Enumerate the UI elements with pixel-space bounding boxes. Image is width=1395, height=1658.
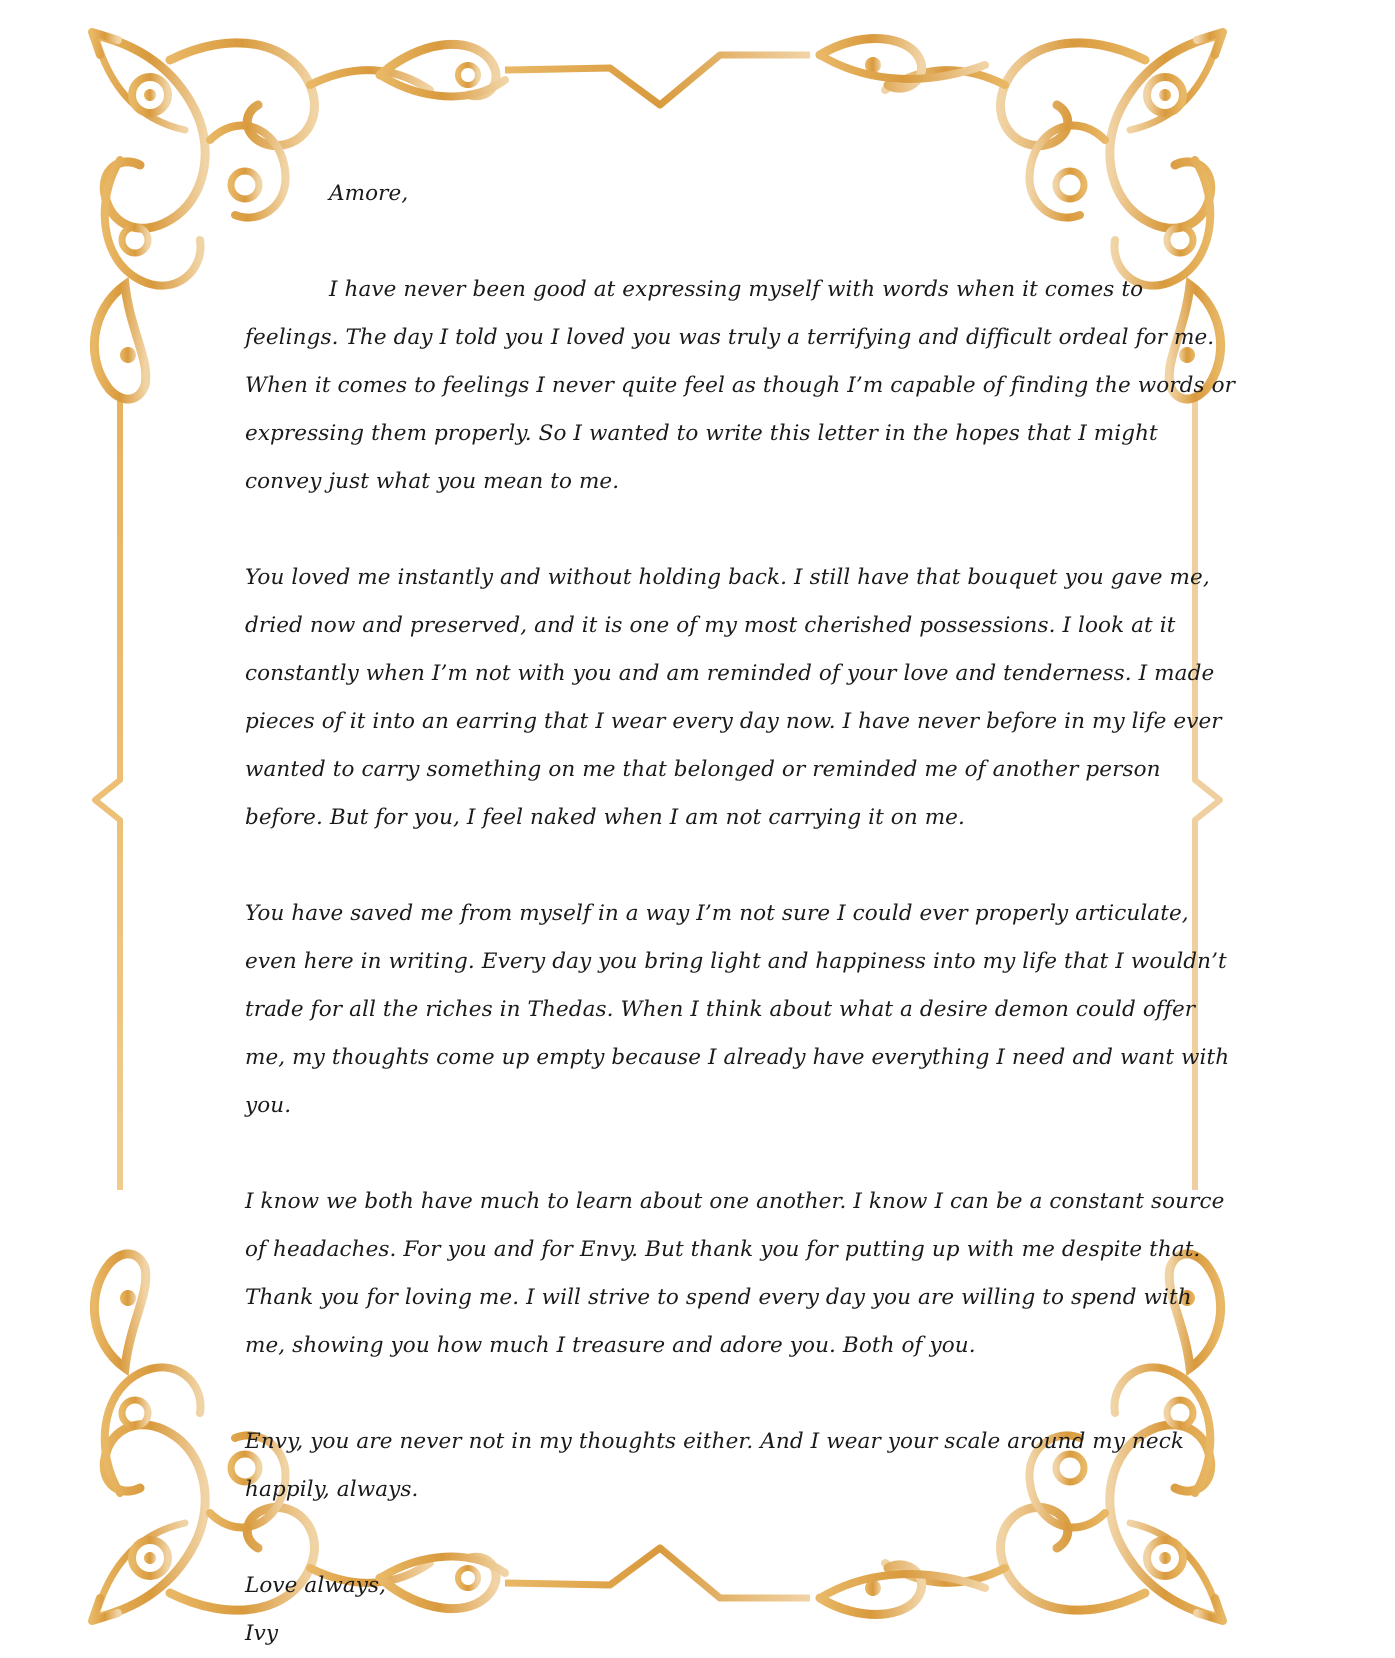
letter-paragraph-2: You loved me instantly and without holding back. I still have that bouquet you gave me, dried now and preserved, and it is one of my most cherished possessions. I look at it constantly when I’m not with you and am reminded of your love and tenderness. I made pieces of it into an earring that I wear every day now. I have never before in my life ever wanted to carry something on me that belonged or reminded me of another person before. But for you, I feel naked when I am not carrying it on me. [245,565,1222,830]
letter-body [245,170,1235,1658]
letter-closing: Love always, [245,1573,387,1598]
letter-paragraph-4: I know we both have much to learn about one another. I know I can be a constant source of headaches. For you and for Envy. But thank you for putting up with me despite that. Thank you for loving me. I will strive to spend every day you are willing to spend with me, showing you how much I treasure and adore you. Both of you. [245,1189,1225,1358]
letter-signature: Ivy [245,1621,279,1646]
letter-paragraph-1: I have never been good at expressing myself with words when it comes to feelings. The day I told you I loved you was truly a terrifying and difficult ordeal for me. When it comes to feelings I never quite feel as though I’m capable of finding the words or expressing them properly. So I wanted to write this letter in the hopes that I might convey just what you mean to me. [245,277,1236,494]
letter-paragraph-3: You have saved me from myself in a way I’m not sure I could ever properly articulate, even here in writing. Every day you bring light and happiness into my life that I wouldn’t trade for all the riches in Thedas. When I think about what a desire demon could offer me, my thoughts come up empty because I already have everything I need and want with you. [245,901,1230,1118]
letter-salutation: Amore, [329,181,409,206]
letter-paragraph-5: Envy, you are never not in my thoughts either. And I wear your scale around my neck happily, always. [245,1429,1184,1502]
